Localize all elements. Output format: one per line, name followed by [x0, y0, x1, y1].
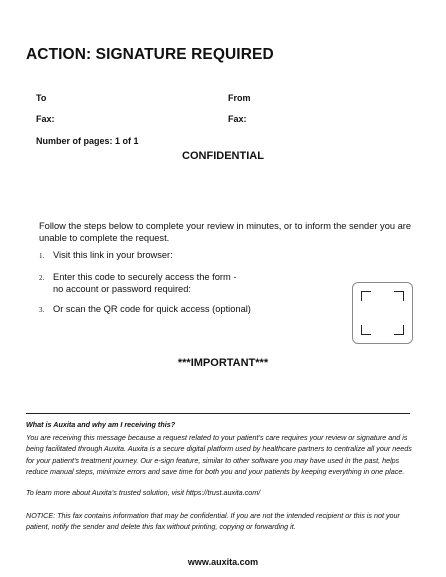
page-count: Number of pages: 1 of 1	[36, 136, 139, 146]
step-text-continued: no account or password required:	[53, 283, 191, 294]
faq-question: What is Auxita and why am I receiving this?	[26, 420, 176, 429]
step-number: 3.	[39, 306, 45, 314]
step-number: 2.	[39, 274, 45, 282]
fax-label-from: Fax:	[228, 114, 247, 124]
confidential-heading: CONFIDENTIAL	[182, 150, 264, 162]
step-text: Enter this code to securely access the form -	[53, 272, 237, 282]
qr-scan-frame-icon	[352, 282, 413, 344]
faq-answer: You are receiving this message because a request related to your patient’s care requires your review or signature and is being facilitated through Auxita. Auxita is a secure digital platform used by healthcare partners to centralize all your needs for your patient’s treatment journey. Our e-sign feature, similar to other software you may have used in the past, helps reduce manual steps, minimize errors and save time for both you and your patients by keeping everything in one place.	[26, 433, 412, 477]
confidentiality-notice: NOTICE: This fax contains information that may be confidential. If you are not the intended recipient or this is not your patient, notify the sender and delete this fax without printing, copying or forwarding it.	[26, 511, 400, 532]
step-text: Visit this link in your browser:	[53, 250, 173, 260]
to-label: To	[36, 93, 47, 103]
page-title: ACTION: SIGNATURE REQUIRED	[26, 46, 274, 63]
intro-text: Follow the steps below to complete your review in minutes, or to inform the sender you are unable to complete the request.	[39, 221, 412, 243]
fax-label-to: Fax:	[36, 114, 55, 124]
step-number: 1.	[39, 252, 45, 260]
important-heading: ***IMPORTANT***	[177, 357, 269, 369]
footer-website: www.auxita.com	[187, 557, 259, 567]
from-label: From	[228, 93, 251, 103]
divider	[26, 413, 410, 414]
learn-more-text: To learn more about Auxita’s trusted solution, visit https://trust.auxita.com/	[26, 488, 261, 497]
step-text: Or scan the QR code for quick access (optional)	[53, 304, 251, 314]
